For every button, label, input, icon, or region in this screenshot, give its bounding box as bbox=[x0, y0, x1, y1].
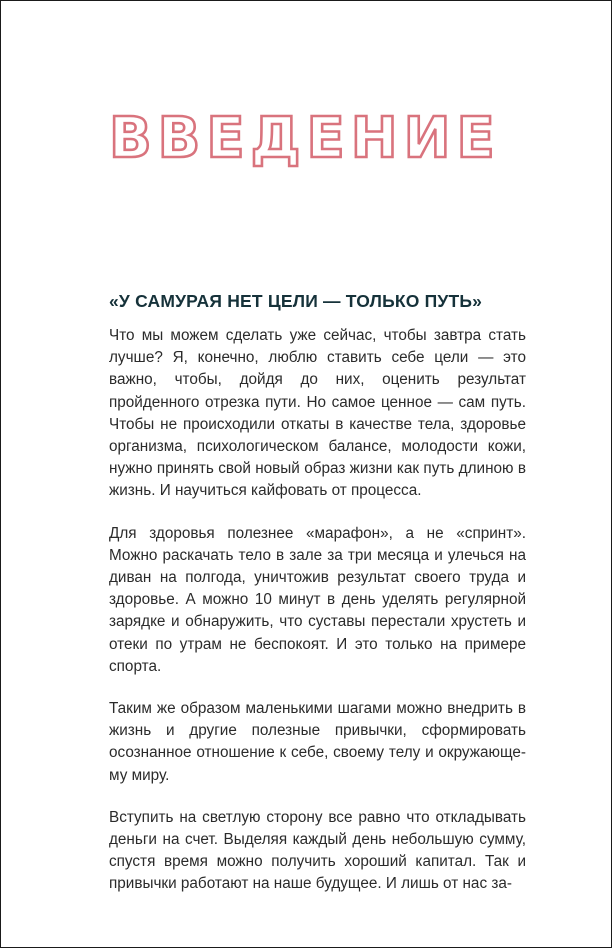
paragraph-4: Вступить на светлую сторону все равно что откладывать деньги на счет. Выделяя каждый день небольшую сумму, спустя время можно получить хороший капитал. Так и привычки работают на наше будущее. И лишь от нас за- bbox=[109, 808, 526, 893]
chapter-title: ВВЕДЕНИЕ bbox=[109, 106, 501, 171]
paragraph-3: Таким же образом маленькими шагами можно внедрить в жизнь и другие полезные привычки, сформировать осознанное отношение к себе, своему телу и окружающему миру. bbox=[109, 700, 526, 784]
body-text bbox=[109, 325, 526, 916]
section-heading: «У САМУРАЯ НЕТ ЦЕЛИ — ТОЛЬКО ПУТЬ» bbox=[109, 291, 483, 311]
paragraph-2: Для здоровья полезнее «марафон», а не «спринт». Можно раскачать тело в зале за три месяца и улечься на диван на полгода, уничтожив результат своего труда и здоровье. А можно 10 минут в день уделять регулярной зарядке и обнаружить, что суставы перестали хрустеть и отеки по утрам не беспокоят. И это только на примере спорта. bbox=[109, 524, 526, 675]
paragraph-1: Что мы можем сделать уже сейчас, чтобы завтра стать лучше? Я, конечно, люблю ставить себе цели — это важно, чтобы, дойдя до них, оценить результат пройденного отрезка пути. Но самое ценное — сам путь. Чтобы не происходили откаты в качестве тела, здоровье организма, психологическом балансе, молодости кожи, нужно принять свой новый образ жизни как путь длиною в жизнь. И научиться кайфовать от процесса. bbox=[109, 327, 526, 500]
